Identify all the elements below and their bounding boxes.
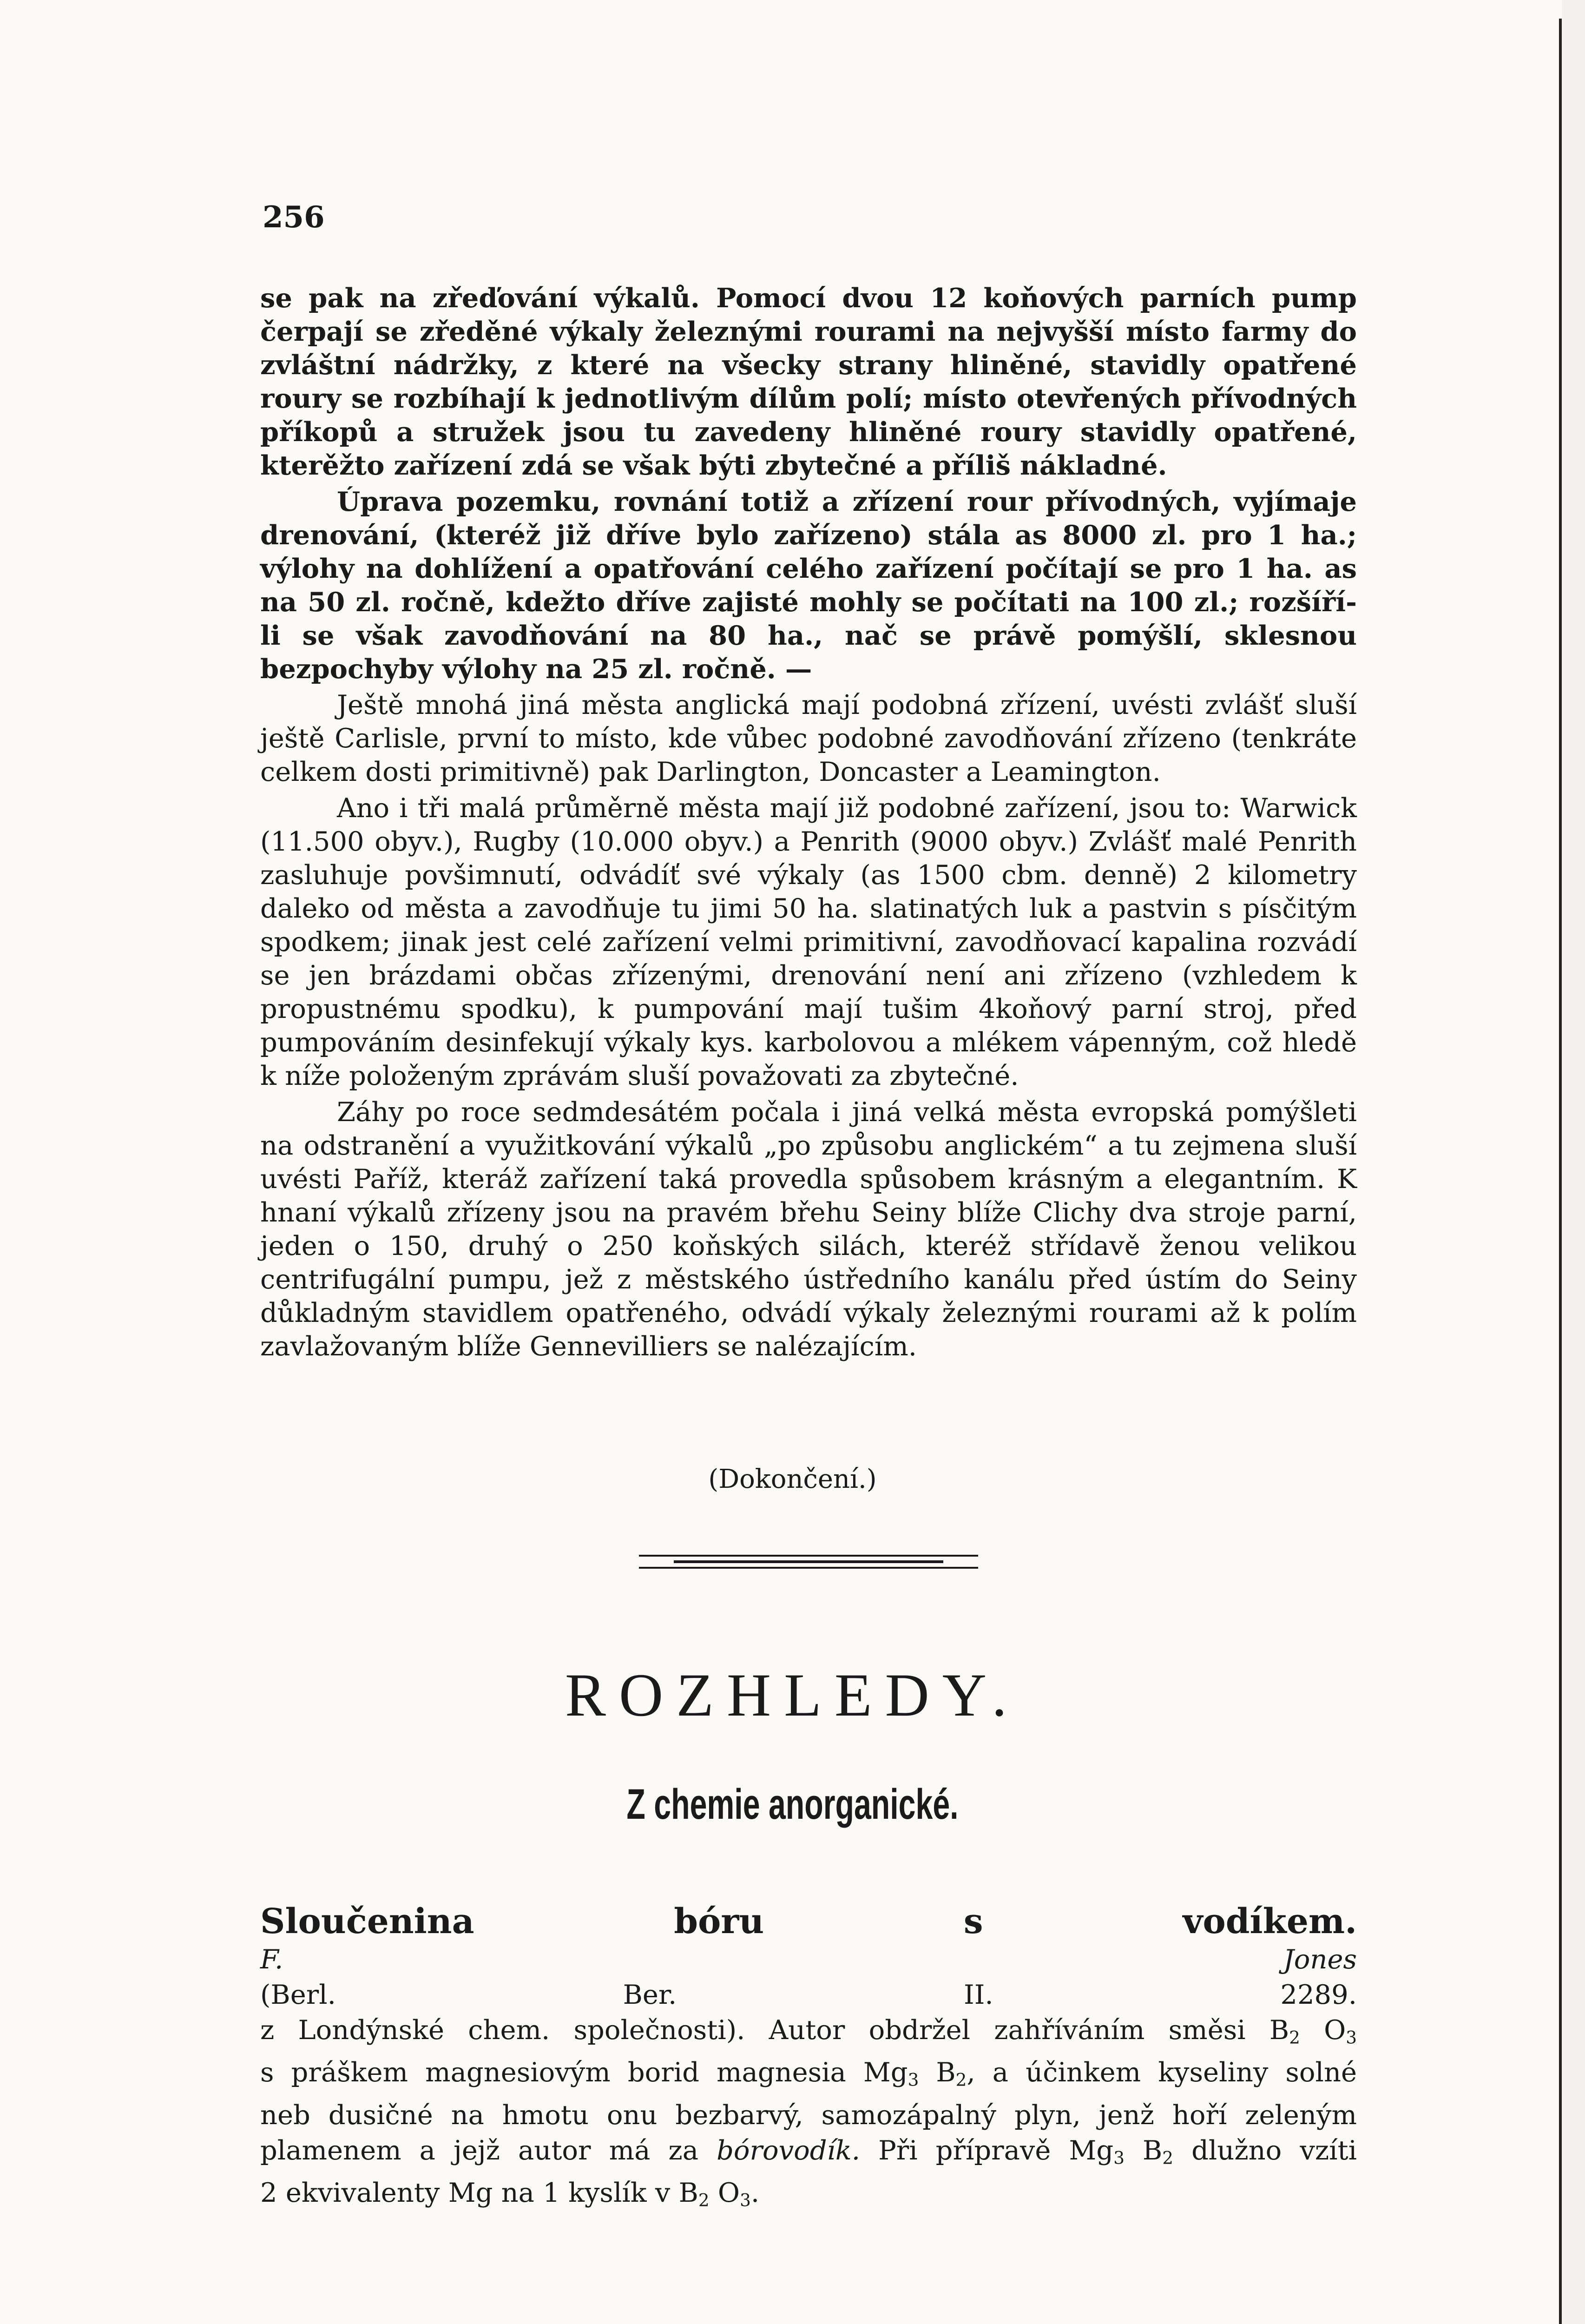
article-text: 2 ekvivalenty Mg na 1 kyslík v B [260,2177,698,2209]
subscript: 2 [955,2069,967,2090]
article-text: dlužno vzíti [1191,2134,1357,2166]
article-text: plamenem a jejž autor má za [260,2134,699,2166]
article-reference: (Berl. Ber. II. 2289. [260,1979,1357,2010]
article-line-2 [260,2013,1357,2055]
body-text [260,281,1357,1363]
formula-part: O [717,2177,740,2209]
article-text: Při přípravě Mg [878,2134,1114,2166]
subscript: 2 [1289,2027,1300,2048]
page-number: 256 [263,200,325,235]
article-text: s práškem magnesiovým borid magnesia Mg [260,2057,908,2088]
paragraph-2: Úprava pozemku, rovnání totiž a zřízení rour přívodných, vyjímaje drenování, (kteréž již dříve bylo zařízeno) stála as 8000 zl. pro 1 ha.; výlohy na dohlížení a opatřování celého zařízení počítají se pro 1 ha. as na 50 zl. ročně, kdežto dříve zajisté mohly se počítati na 100 zl.; rozšíří-li se však zavodňování na 80 ha., nač se právě pomýšlí, sklesnou bezpochyby výlohy na 25 zl. ročně. — [260,486,1357,685]
subscript: 3 [1346,2027,1357,2048]
to-be-continued: (Dokončení.) [708,1464,877,1494]
article-text: z Londýnské chem. společnosti). Autor obdržel zahříváním směsi B [260,2014,1289,2046]
subscript: 3 [1113,2147,1125,2168]
paragraph-5: Záhy po roce sedmdesátém počala i jiná velká města evropská pomýšleti na odstranění a využitkování výkalů „po způsobu anglickém“ a tu zejmena sluší uvésti Paříž, kteráž zařízení taká provedla spůsobem krásným a elegantním. K hnaní výkalů zřízeny jsou na pravém břehu Seiny blíže Clichy dva stroje parní, jeden o 150, druhý o 250 koňských silách, kteréž střídavě ženou velikou centrifugální pumpu, jež z městského ústředního kanálu před ústím do Seiny důkladným stavidlem opatřeného, odvádí výkaly železnými rourami až k polím zavlažovaným blíže Gennevilliers se nalézajícím. [260,1096,1357,1362]
article-line-4: neb dusičné na hmotu onu bezbarvý, samozápalný plyn, jenž hoří zeleným [260,2099,1357,2131]
article-line-5 [260,2133,1357,2175]
formula-part: O [1324,2014,1346,2046]
article-line-6: 2 ekvivalenty Mg na 1 kyslík v $B_2$ $O_3$. [260,2177,760,2211]
formula-part: B [1143,2134,1163,2166]
paragraph-3: Ještě mnohá jiná města anglická mají podobná zřízení, uvésti zvlášť sluší ještě Carlisle, první to místo, kde vůbec podobné zavodňování zřízeno (tenkráte celkem dosti primitivně) pak Darlington, Doncaster a Leamington. [260,689,1357,787]
formula-part: B [936,2057,956,2088]
article-author: F. Jones [260,1944,1357,1975]
subsection-title: Z chemie anorganické. [626,1781,959,1828]
article-line-3 [260,2055,1357,2097]
article-lead-title: Sloučenina bóru s vodíkem. [260,1901,1357,1941]
subscript: 2 [698,2190,710,2211]
subscript: 3 [740,2190,751,2211]
article [260,1868,1357,2218]
paragraph-1: se pak na zřeďování výkalů. Pomocí dvou 12 koňových parních pump čerpají se zředěné výkaly železnými rourami na nejvyšší místo farmy do zvláštní nádržky, z které na všecky strany hliněné, stavidly opatřené roury se rozbíhají k jednotlivým dílům polí; místo otevřených přívodných příkopů a stružek jsou tu zavedeny hliněné roury stavidly opatřené, kterěžto zařízení zdá se však býti zbytečné a příliš nákladné. [260,282,1357,481]
article-line-1 [260,1868,1357,2013]
subscript: 3 [908,2069,919,2090]
article-text: , a účinkem kyseliny solné [967,2057,1357,2088]
section-title: ROZHLEDY. [565,1661,1020,1729]
subscript: 2 [1162,2147,1174,2168]
article-italic-term: bórovodík. [717,2134,861,2166]
paragraph-4: Ano i tři malá průměrně města mají již podobné zařízení, jsou to: Warwick (11.500 obyv.), Rugby (10.000 obyv.) a Penrith (9000 obyv.) Zvlášť malé Penrith zasluhuje povšimnutí, odvádíť své výkaly (as 1500 cbm. denně) 2 kilometry daleko od města a zavodňuje tu jimi 50 ha. slatinatých luk a pastvin s písčitým spodkem; jinak jest celé zařízení velmi primitivní, zavodňovací kapalina rozvádí se jen brázdami občas zřízenými, drenování není ani zřízeno (vzhledem k propustnému spodku), k pumpování mají tušim 4koňový parní stroj, před pumpováním desinfekují výkaly kys. karbolovou a mlékem vápenným, což hledě k níže položeným zprávám sluší považovati za zbytečné. [260,792,1357,1091]
section-divider [639,1555,978,1572]
page-edge-shade [1562,0,1585,2324]
